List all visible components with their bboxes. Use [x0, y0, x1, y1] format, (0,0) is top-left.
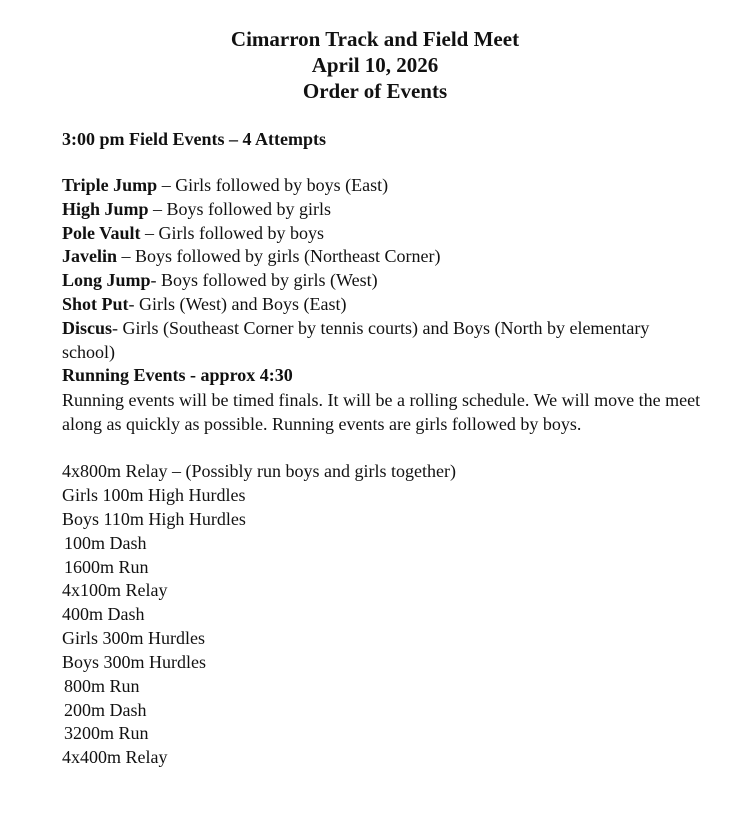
field-event-name: Javelin: [62, 246, 118, 267]
running-event-item: Girls 100m High Hurdles: [62, 485, 246, 506]
running-event-item: 800m Run: [64, 675, 140, 696]
order-of-events-title: Order of Events: [302, 79, 448, 103]
field-event-item: [62, 293, 702, 317]
running-events-list: [62, 460, 702, 770]
field-event-detail: - Girls (West) and Boys (East): [128, 293, 347, 314]
field-event-item: [62, 245, 702, 269]
running-events-heading: Running Events - approx 4:30: [62, 365, 293, 386]
field-event-detail: – Girls followed by boys: [140, 222, 325, 243]
field-event-detail: - Boys followed by girls (West): [150, 270, 378, 291]
field-event-name: Discus: [62, 317, 113, 338]
field-event-detail: – Girls followed by boys (East): [157, 175, 389, 195]
document-header: [0, 26, 750, 104]
field-events-heading: 3:00 pm Field Events – 4 Attempts: [62, 129, 326, 149]
field-event-item: [62, 269, 702, 293]
field-event-item: [62, 174, 702, 198]
field-event-name: Shot Put: [62, 293, 129, 314]
running-event-item: Girls 300m Hurdles: [62, 628, 205, 649]
field-event-detail: - Girls (Southeast Corner by tennis courts) and Boys (North by elementary school): [62, 317, 650, 362]
running-events-description: Running events will be timed finals. It will be a rolling schedule. We will move the meet along as quickly as possible. Running events are girls followed by boys.: [62, 390, 701, 435]
field-events-list: [62, 174, 702, 436]
meet-title: Cimarron Track and Field Meet: [230, 27, 520, 51]
field-event-item: [62, 222, 702, 246]
running-event-item: 200m Dash: [64, 699, 147, 720]
field-event-detail: – Boys followed by girls (Northeast Corner): [117, 246, 441, 267]
running-event-item: 100m Dash: [64, 532, 147, 553]
document-page: [62, 26, 702, 770]
running-event-item: 4x100m Relay: [62, 580, 168, 601]
field-event-item: [62, 198, 702, 222]
field-event-detail: – Boys followed by girls: [148, 198, 332, 219]
running-event-item: 1600m Run: [64, 556, 149, 577]
running-event-item: Boys 300m Hurdles: [62, 651, 206, 672]
field-event-name: Pole Vault: [62, 222, 141, 243]
field-event-name: Triple Jump: [62, 175, 158, 195]
running-event-item: 400m Dash: [62, 604, 145, 625]
field-event-item: [62, 317, 702, 365]
field-event-name: Long Jump: [62, 270, 151, 291]
running-event-item: 3200m Run: [64, 723, 149, 744]
running-event-item: 4x400m Relay: [62, 747, 168, 768]
running-event-item: 4x800m Relay – (Possibly run boys and girls together): [62, 461, 456, 482]
meet-date: April 10, 2026: [311, 53, 439, 77]
running-event-item: Boys 110m High Hurdles: [62, 508, 246, 529]
field-event-name: High Jump: [62, 198, 149, 219]
